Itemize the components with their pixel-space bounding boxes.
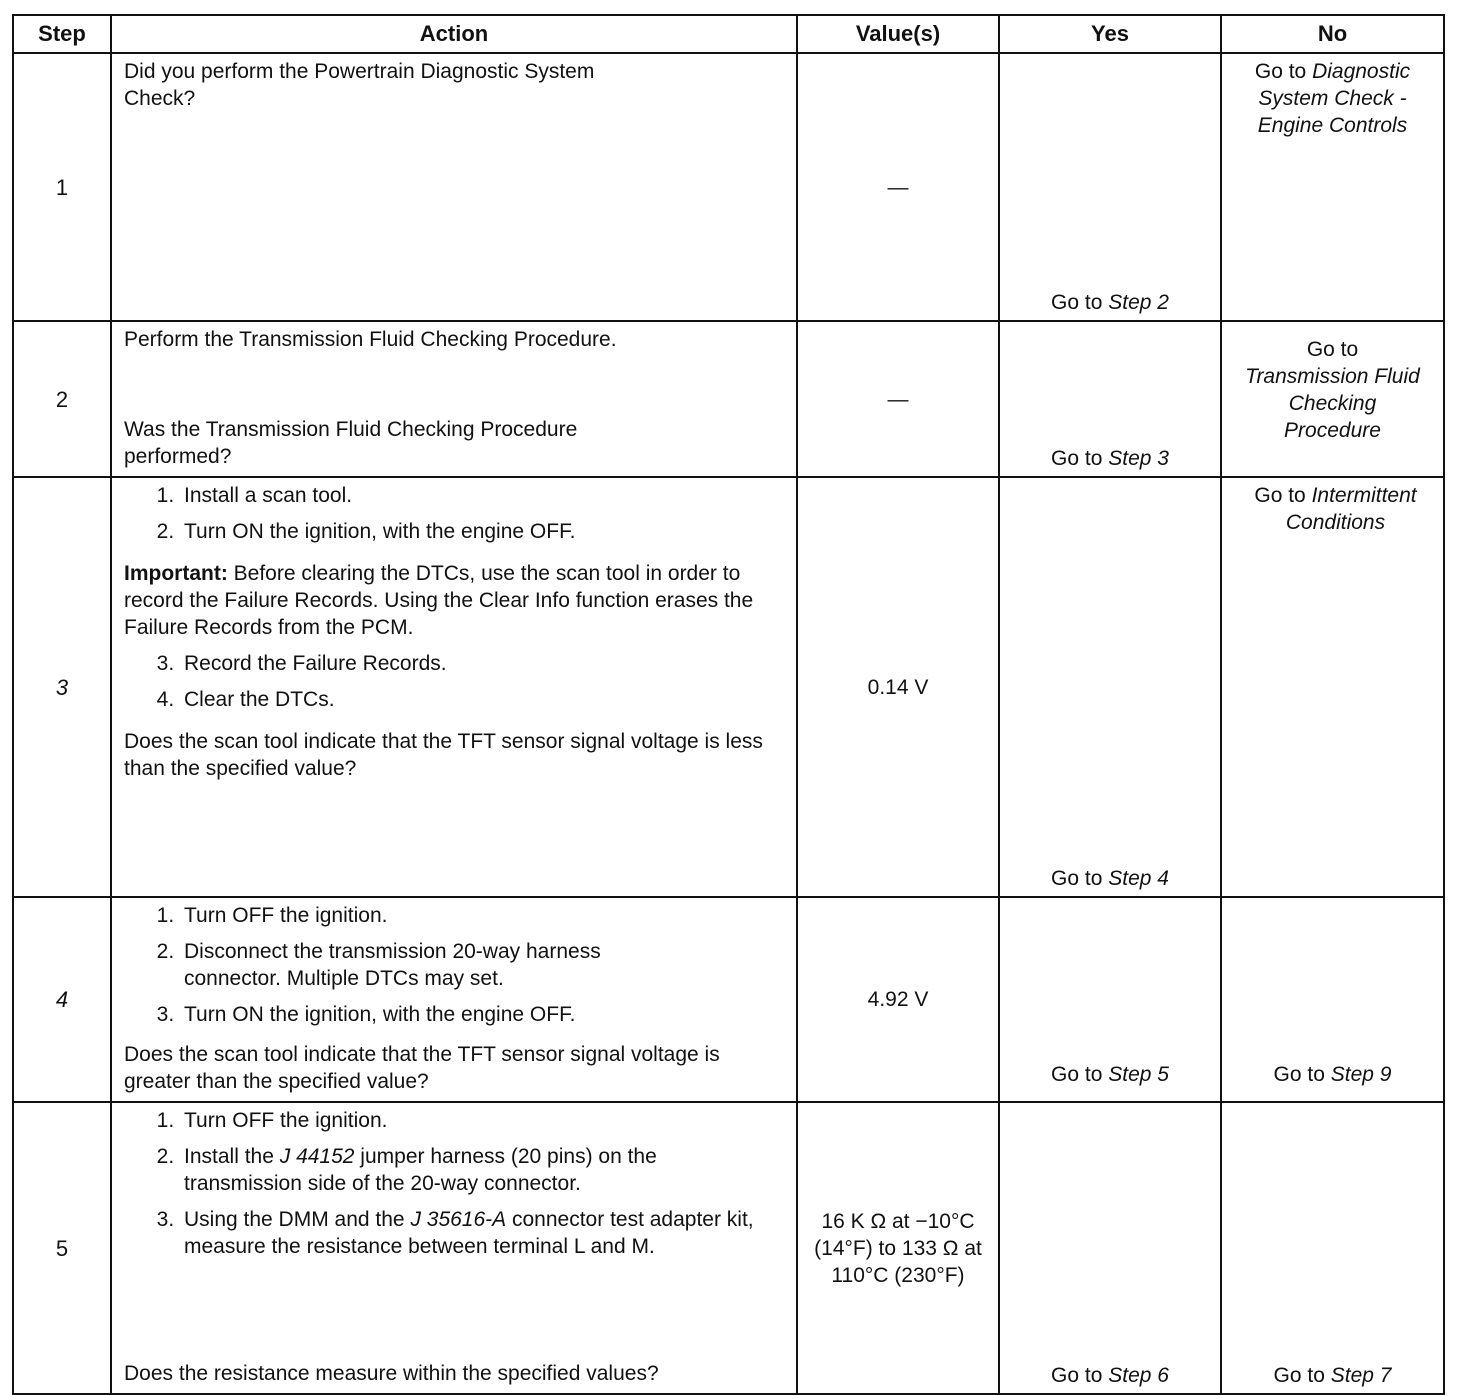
no-cell (1221, 1102, 1444, 1394)
yes-go-to: Go to Step 3 (1051, 447, 1169, 470)
action-cell (111, 321, 797, 477)
step-number: 5 (13, 1102, 111, 1394)
no-go-to: Go to Step 7 (1273, 1364, 1392, 1387)
diagnostic-table (12, 14, 1445, 1395)
step-number: 1 (13, 53, 111, 321)
table-row (13, 53, 1444, 321)
yes-cell (999, 897, 1221, 1102)
action-question: Did you perform the Powertrain Diagnostic System Check? (124, 60, 595, 110)
value-cell: 0.14 V (797, 477, 999, 897)
table-row (13, 321, 1444, 477)
instruction-list (124, 650, 786, 722)
step-reference-link[interactable]: Step 2 (1108, 291, 1169, 314)
yes-go-to: Go to Step 5 (1051, 1063, 1169, 1086)
list-item: 2. Turn ON the ignition, with the engine OFF. (180, 518, 786, 545)
yes-go-to: Go to Step 2 (1051, 291, 1169, 314)
no-go-to: Go to Transmission Fluid Checking Procedure (1245, 338, 1420, 442)
header-row (13, 15, 1444, 53)
value-cell: 4.92 V (797, 897, 999, 1102)
action-cell (111, 1102, 797, 1394)
step-reference-link[interactable]: Step 5 (1108, 1063, 1169, 1086)
table-row (13, 897, 1444, 1102)
yes-cell (999, 53, 1221, 321)
instruction-list (124, 482, 786, 554)
action-question: Does the resistance measure within the specified values? (124, 1362, 659, 1385)
list-item: 1. Turn OFF the ignition. (180, 902, 696, 929)
yes-go-to: Go to Step 4 (1051, 867, 1169, 890)
no-cell (1221, 53, 1444, 321)
value-cell: — (797, 53, 999, 321)
yes-cell (999, 321, 1221, 477)
tool-reference: J 44152 (279, 1145, 355, 1168)
procedure-reference-link[interactable]: Diagnostic System Check - Engine Controls (1257, 60, 1411, 137)
list-item: 4. Clear the DTCs. (180, 686, 786, 713)
header-no: No (1221, 15, 1444, 53)
action-question: Does the scan tool indicate that the TFT sensor signal voltage is less than the specified value? (124, 730, 763, 780)
list-item: 3. Using the DMM and the J 35616-A connector test adapter kit, measure the resistance between terminal L and M. (180, 1206, 776, 1260)
header-step: Step (13, 15, 111, 53)
action-question: Does the scan tool indicate that the TFT sensor signal voltage is greater than the specified value? (124, 1043, 720, 1093)
important-note: Important: Before clearing the DTCs, use the scan tool in order to record the Failure Records. Using the Clear Info function erases the Failure Records from the PCM. (124, 562, 754, 639)
no-go-to: Go to Step 9 (1273, 1063, 1392, 1086)
step-number: 4 (13, 897, 111, 1102)
tool-reference: J 35616-A (410, 1208, 507, 1231)
step-reference-link[interactable]: Step 4 (1108, 867, 1169, 890)
action-cell (111, 477, 797, 897)
header-action: Action (111, 15, 797, 53)
step-reference-link[interactable]: Step 6 (1108, 1364, 1169, 1387)
value-cell: — (797, 321, 999, 477)
yes-cell (999, 1102, 1221, 1394)
step-reference-link[interactable]: Step 9 (1330, 1063, 1392, 1086)
no-cell (1221, 897, 1444, 1102)
list-item: 3. Turn ON the ignition, with the engine OFF. (180, 1001, 696, 1028)
table-row (13, 477, 1444, 897)
step-reference-link[interactable]: Step 7 (1330, 1364, 1392, 1387)
no-cell (1221, 477, 1444, 897)
procedure-reference-link[interactable]: Transmission Fluid Checking Procedure (1245, 365, 1420, 442)
procedure-reference-link[interactable]: Intermittent Conditions (1285, 484, 1417, 534)
no-go-to: Go to Diagnostic System Check - Engine Controls (1254, 60, 1411, 137)
value-cell: 16 K Ω at −10°C (14°F) to 133 Ω at 110°C (230°F) (797, 1102, 999, 1394)
yes-cell (999, 477, 1221, 897)
list-item: 2. Install the J 44152 jumper harness (20 pins) on the transmission side of the 20-way connector. (180, 1143, 776, 1197)
instruction-list (124, 902, 786, 1037)
list-item: 2. Disconnect the transmission 20-way harness connector. Multiple DTCs may set. (180, 938, 696, 992)
list-item: 1. Turn OFF the ignition. (180, 1107, 776, 1134)
yes-go-to: Go to Step 6 (1051, 1364, 1169, 1387)
step-reference-link[interactable]: Step 3 (1108, 447, 1169, 470)
no-cell (1221, 321, 1444, 477)
action-cell (111, 897, 797, 1102)
step-number: 3 (13, 477, 111, 897)
instruction-list (124, 1107, 786, 1269)
header-values: Value(s) (797, 15, 999, 53)
table-row (13, 1102, 1444, 1394)
action-instruction: Perform the Transmission Fluid Checking Procedure. (124, 328, 617, 351)
action-question: Was the Transmission Fluid Checking Procedure performed? (124, 418, 578, 468)
list-item: 3. Record the Failure Records. (180, 650, 786, 677)
action-cell (111, 53, 797, 321)
step-number: 2 (13, 321, 111, 477)
no-go-to: Go to Intermittent Conditions (1254, 484, 1417, 534)
header-yes: Yes (999, 15, 1221, 53)
list-item: 1. Install a scan tool. (180, 482, 786, 509)
